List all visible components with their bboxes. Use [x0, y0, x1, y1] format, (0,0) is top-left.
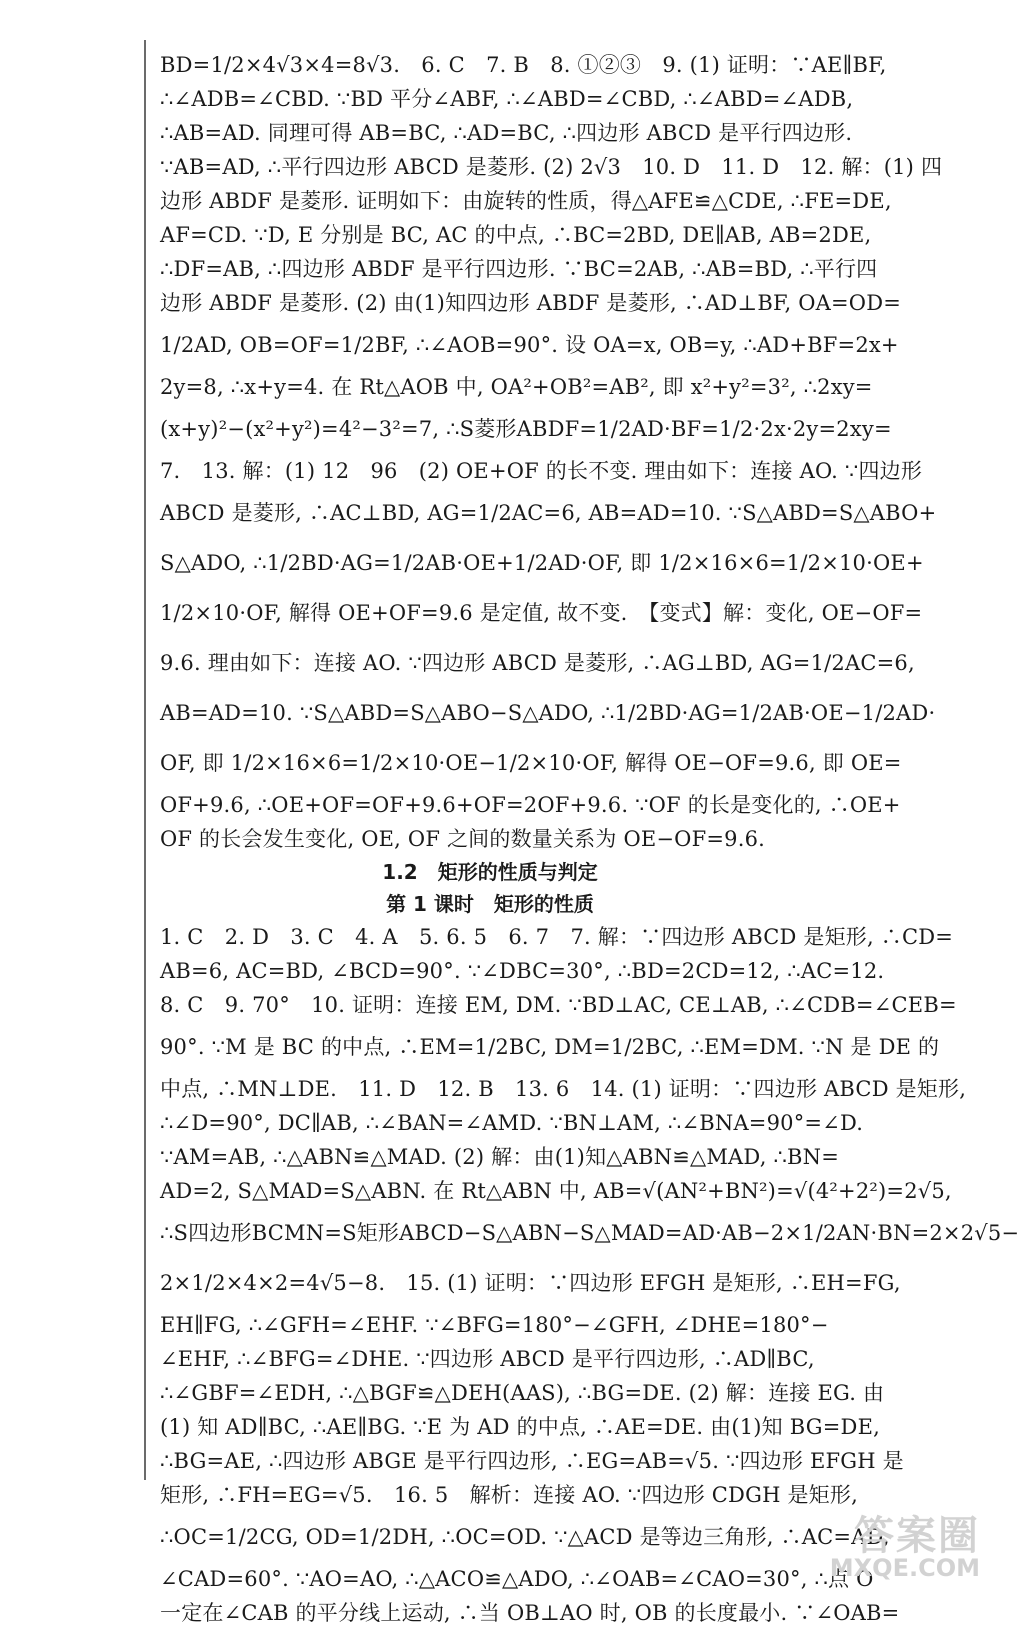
text-line: ∴OC=1/2CG, OD=1/2DH, ∴OC=OD. ∵△ACD 是等边三角形, ∴AC=AD,	[160, 1525, 890, 1549]
text-line: (1) 知 AD∥BC, ∴AE∥BG. ∵E 为 AD 的中点, ∴AE=DE. 由(1)知 BG=DE,	[160, 1415, 880, 1439]
text-line: AB=6, AC=BD, ∠BCD=90°. ∵∠DBC=30°, ∴BD=2CD=12, ∴AC=12.	[160, 959, 885, 983]
text-line: OF 的长会发生变化, OE, OF 之间的数量关系为 OE−OF=9.6.	[160, 827, 766, 851]
text-line: ∴∠GBF=∠EDH, ∴△BGF≌△DEH(AAS), ∴BG=DE. (2) 解：连接 EG. 由	[160, 1381, 885, 1405]
site-watermark	[800, 1504, 980, 1588]
text-line: 矩形, ∴FH=EG=√5. 16. 5 解析：连接 AO. ∵四边形 CDGH 是矩形,	[160, 1483, 858, 1507]
text-line: OF+9.6, ∴OE+OF=OF+9.6+OF=2OF+9.6. ∵OF 的长是变化的, ∴OE+	[160, 793, 901, 817]
text-line: OF, 即 1/2×16×6=1/2×10·OE−1/2×10·OF, 解得 OE−OF=9.6, 即 OE=	[160, 751, 902, 775]
text-line: 7. 13. 解：(1) 12 96 (2) OE+OF 的长不变. 理由如下：连接 AO. ∵四边形	[160, 459, 923, 483]
text-line: 边形 ABDF 是菱形. (2) 由(1)知四边形 ABDF 是菱形, ∴AD⊥BF, OA=OD=	[160, 291, 902, 315]
text-line: AB=AD=10. ∵S△ABD=S△ABO−S△ADO, ∴1/2BD·AG=1/2AB·OE−1/2AD·	[160, 701, 936, 725]
text-line: 1/2×10·OF, 解得 OE+OF=9.6 是定值, 故不变. 【变式】解：变化, OE−OF=	[160, 601, 923, 625]
watermark-url: MXQE.COM	[829, 1554, 980, 1582]
text-line: ABCD 是菱形, ∴AC⊥BD, AG=1/2AC=6, AB=AD=10. ∵S△ABD=S△ABO+	[160, 501, 937, 525]
text-line: 2×1/2×4×2=4√5−8. 15. (1) 证明：∵四边形 EFGH 是矩形, ∴EH=FG,	[160, 1271, 901, 1295]
section-heading: 1.2 矩形的性质与判定	[382, 860, 598, 884]
text-line: BD=1/2×4√3×4=8√3. 6. C 7. B 8. ①②③ 9. (1) 证明：∵AE∥BF,	[160, 53, 887, 77]
text-line: ∴BG=AE, ∴四边形 ABGE 是平行四边形, ∴EG=AB=√5. ∵四边形 EFGH 是	[160, 1449, 904, 1473]
text-line: 1. C 2. D 3. C 4. A 5. 6. 5 6. 7 7. 解：∵四边形 ABCD 是矩形, ∴CD=	[160, 925, 954, 949]
text-line: ∠CAD=60°. ∵AO=AO, ∴△ACO≌△ADO, ∴∠OAB=∠CAO=30°, ∴点 O	[160, 1567, 874, 1591]
text-line: ∴∠ADB=∠CBD. ∵BD 平分∠ABF, ∴∠ABD=∠CBD, ∴∠ABD=∠ADB,	[160, 87, 854, 111]
lesson-heading: 第 1 课时 矩形的性质	[386, 892, 594, 916]
text-line: ∴S四边形BCMN=S矩形ABCD−S△ABN−S△MAD=AD·AB−2×1/2AN·BN=2×2√5−	[160, 1221, 1019, 1245]
text-line: EH∥FG, ∴∠GFH=∠EHF. ∵∠BFG=180°−∠GFH, ∠DHE=180°−	[160, 1313, 829, 1337]
text-line: ∵AM=AB, ∴△ABN≌△MAD. (2) 解：由(1)知△ABN≌△MAD, ∴BN=	[160, 1145, 840, 1169]
text-line: ∠EHF, ∴∠BFG=∠DHE. ∵四边形 ABCD 是平行四边形, ∴AD∥BC,	[160, 1347, 815, 1371]
text-line: 中点, ∴MN⊥DE. 11. D 12. B 13. 6 14. (1) 证明：∵四边形 ABCD 是矩形,	[160, 1077, 967, 1101]
watermark-logo-text: 答案圈	[854, 1513, 980, 1559]
text-line: 9.6. 理由如下：连接 AO. ∵四边形 ABCD 是菱形, ∴AG⊥BD, AG=1/2AC=6,	[160, 651, 915, 675]
text-line: ∴∠D=90°, DC∥AB, ∴∠BAN=∠AMD. ∵BN⊥AM, ∴∠BNA=90°=∠D.	[160, 1111, 864, 1135]
text-line: ∵AB=AD, ∴平行四边形 ABCD 是菱形. (2) 2√3 10. D 11. D 12. 解：(1) 四	[160, 155, 943, 179]
text-line: ∴DF=AB, ∴四边形 ABDF 是平行四边形. ∵BC=2AB, ∴AB=BD, ∴平行四	[160, 257, 878, 281]
text-line: (x+y)²−(x²+y²)=4²−3²=7, ∴S菱形ABDF=1/2AD·BF=1/2·2x·2y=2xy=	[160, 417, 892, 441]
text-line: 2y=8, ∴x+y=4. 在 Rt△AOB 中, OA²+OB²=AB², 即 x²+y²=3², ∴2xy=	[160, 375, 873, 399]
text-line: 1/2AD, OB=OF=1/2BF, ∴∠AOB=90°. 设 OA=x, OB=y, ∴AD+BF=2x+	[160, 333, 899, 357]
text-line: ∴AB=AD. 同理可得 AB=BC, ∴AD=BC, ∴四边形 ABCD 是平行四边形.	[160, 121, 853, 145]
text-line: AF=CD. ∵D, E 分别是 BC, AC 的中点, ∴BC=2BD, DE∥AB, AB=2DE,	[160, 223, 872, 247]
text-line: 边形 ABDF 是菱形. 证明如下：由旋转的性质，得△AFE≌△CDE, ∴FE=DE,	[160, 189, 892, 213]
text-line: AD=2, S△MAD=S△ABN. 在 Rt△ABN 中, AB=√(AN²+BN²)=√(4²+2²)=2√5,	[160, 1179, 952, 1203]
text-line: S△ADO, ∴1/2BD·AG=1/2AB·OE+1/2AD·OF, 即 1/2×16×6=1/2×10·OE+	[160, 551, 924, 575]
text-line: 8. C 9. 70° 10. 证明：连接 EM, DM. ∵BD⊥AC, CE⊥AB, ∴∠CDB=∠CEB=	[160, 993, 957, 1017]
margin-rule	[144, 40, 146, 1480]
text-line: 90°. ∵M 是 BC 的中点, ∴EM=1/2BC, DM=1/2BC, ∴EM=DM. ∵N 是 DE 的	[160, 1035, 940, 1059]
text-line: 一定在∠CAB 的平分线上运动, ∴当 OB⊥AO 时, OB 的长度最小. ∵∠OAB=	[160, 1601, 900, 1625]
